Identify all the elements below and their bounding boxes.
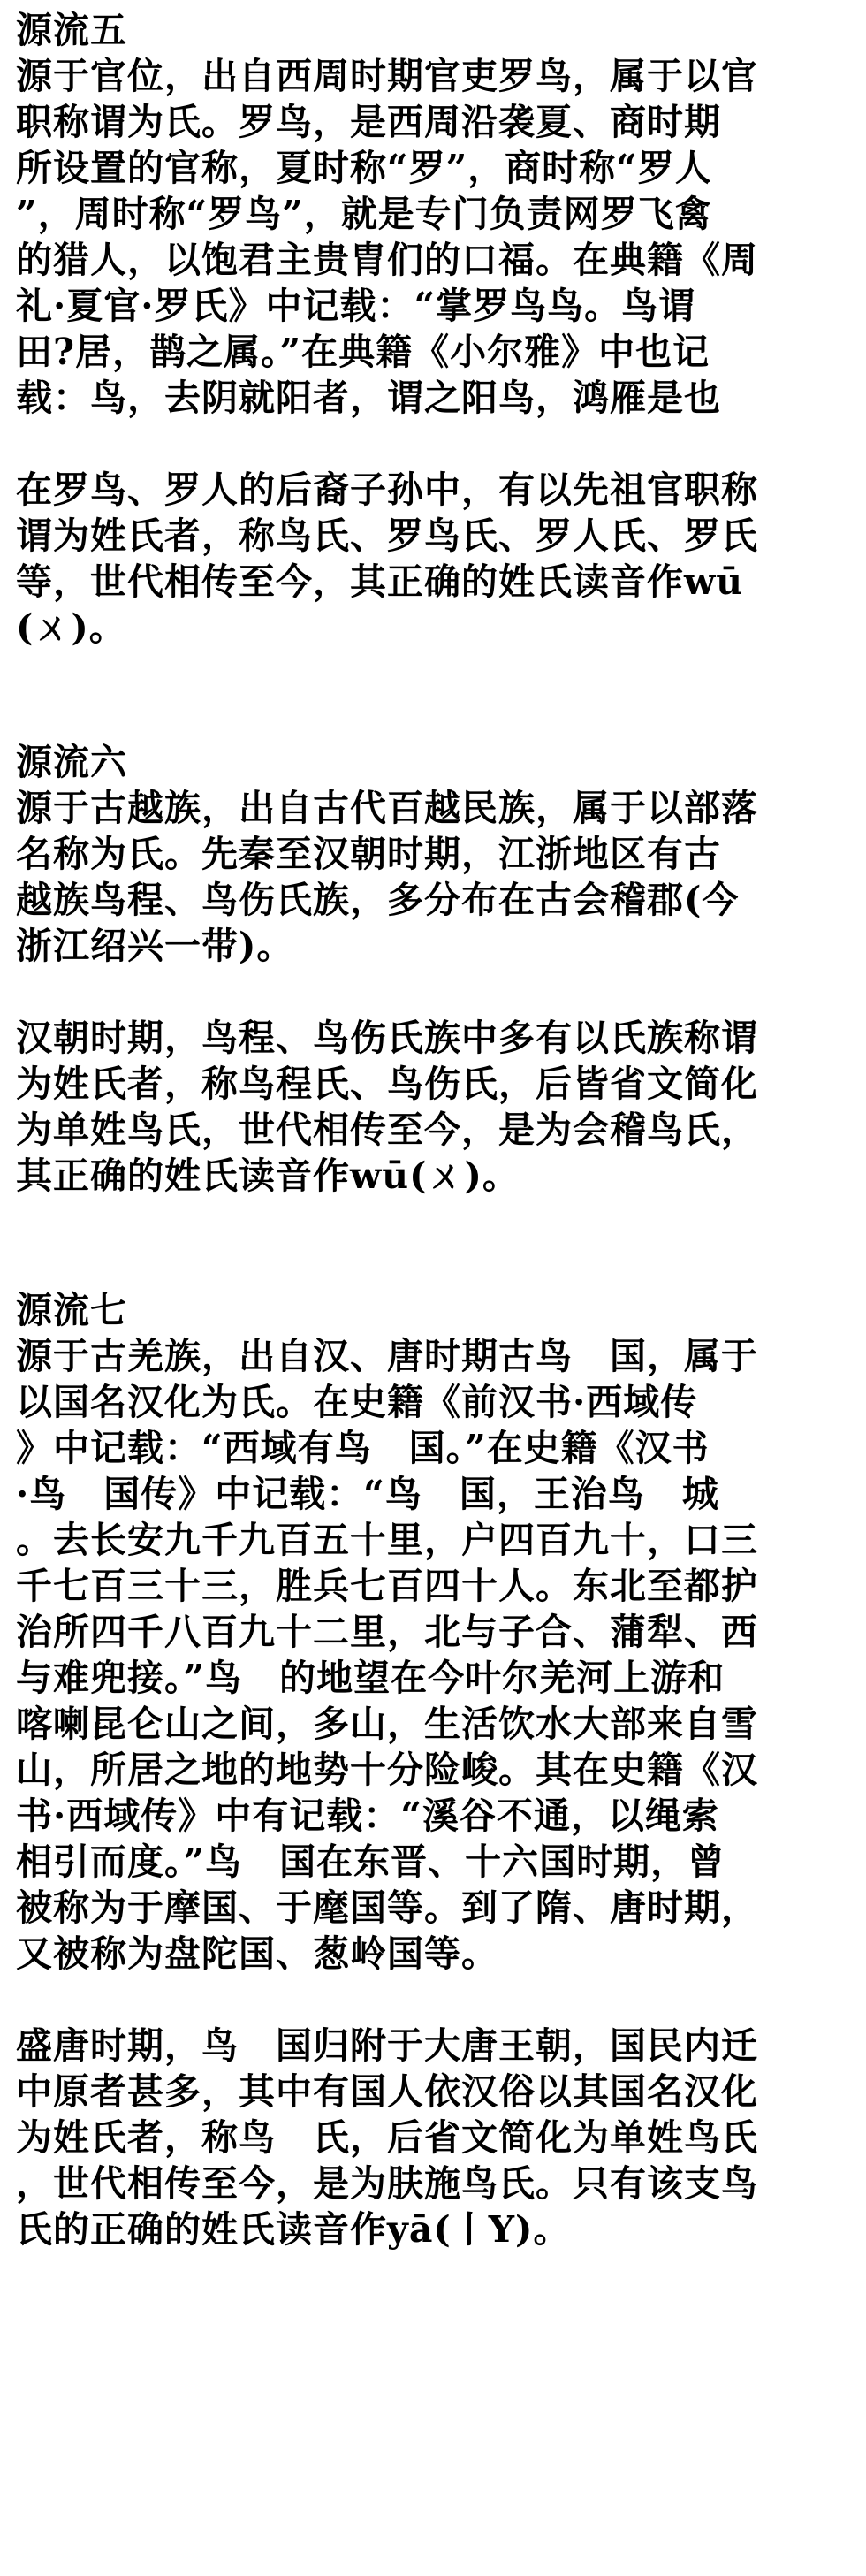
- text-line: 相引而度。”鸟 国在东晋、十六国时期，曾: [16, 1841, 725, 1883]
- text-line: 。去长安九千九百五十里，户四百九十，口三: [16, 1519, 758, 1561]
- text-line: 山，所居之地的地势十分险峻。其在史籍《汉: [16, 1749, 758, 1791]
- text-line: 被称为于摩国、于麾国等。到了隋、唐时期，: [16, 1886, 758, 1929]
- text-line: 为姓氏者，称鸟 氏，后省文简化为单姓鸟氏: [16, 2116, 758, 2159]
- text-line: 》中记载：“西域有鸟 国。”在史籍《汉书: [16, 1427, 710, 1469]
- text-line: 源于古越族，出自古代百越民族，属于以部落: [16, 787, 758, 829]
- section-heading: 源流七: [16, 1289, 127, 1331]
- text-line: 所设置的官称，夏时称“罗”，商时称“罗人: [16, 147, 712, 189]
- text-line: (ㄨ)。: [16, 606, 126, 649]
- text-line: 谓为姓氏者，称鸟氏、罗鸟氏、罗人氏、罗氏: [16, 514, 758, 557]
- text-line: 为姓氏者，称鸟程氏、鸟伤氏，后皆省文简化: [16, 1063, 758, 1105]
- text-line: 名称为氏。先秦至汉朝时期，江浙地区有古: [16, 833, 721, 875]
- text-line: ”，周时称“罗鸟”，就是专门负责网罗飞禽: [16, 193, 712, 235]
- text-line: 田?居，鹊之属。”在典籍《小尔雅》中也记: [16, 331, 710, 373]
- text-line: 喀喇昆仑山之间，多山，生活饮水大部来自雪: [16, 1703, 758, 1745]
- text-line: 书·西域传》中有记载：“溪谷不通，以绳索: [16, 1795, 719, 1837]
- text-line: 礼·夏官·罗氏》中记载：“掌罗鸟鸟。鸟谓: [16, 285, 696, 327]
- text-line: 浙江绍兴一带)。: [16, 925, 294, 967]
- text-line: 越族鸟程、鸟伤氏族，多分布在古会稽郡(今: [16, 879, 740, 921]
- text-line: 载：鸟，去阴就阳者，谓之阳鸟，鸿雁是也: [16, 377, 721, 419]
- text-line: 以国名汉化为氏。在史籍《前汉书·西域传: [16, 1381, 698, 1423]
- text-line: 千七百三十三，胜兵七百四十人。东北至都护: [16, 1565, 758, 1607]
- text-line: 的猎人，以饱君主贵胄们的口福。在典籍《周: [16, 239, 758, 281]
- text-line: 其正确的姓氏读音作wū(ㄨ)。: [16, 1155, 520, 1197]
- text-line: 源于官位，出自西周时期官吏罗鸟，属于以官: [16, 55, 758, 97]
- text-line: 在罗鸟、罗人的后裔子孙中，有以先祖官职称: [16, 469, 758, 511]
- section-heading: 源流六: [16, 741, 127, 783]
- text-line: 源于古羌族，出自汉、唐时期古鸟 国，属于: [16, 1335, 758, 1377]
- section-heading: 源流五: [16, 9, 127, 51]
- text-line: 中原者甚多，其中有国人依汉俗以其国名汉化: [16, 2070, 758, 2113]
- text-line: 又被称为盘陀国、葱岭国等。: [16, 1932, 498, 1975]
- text-line: 盛唐时期，鸟 国归附于大唐王朝，国民内迁: [16, 2024, 758, 2067]
- text-line: ·鸟 国传》中记载：“鸟 国，王治鸟 城: [16, 1473, 719, 1515]
- text-line: 治所四千八百九十二里，北与子合、蒲犁、西: [16, 1611, 758, 1653]
- text-line: 汉朝时期，鸟程、鸟伤氏族中多有以氏族称谓: [16, 1017, 758, 1059]
- text-line: ，世代相传至今，是为肤施鸟氏。只有该支鸟: [16, 2162, 758, 2205]
- text-line: 与难兜接。”鸟 的地望在今叶尔羌河上游和: [16, 1657, 725, 1699]
- text-line: 为单姓鸟氏，世代相传至今，是为会稽鸟氏，: [16, 1109, 758, 1151]
- text-line: 等，世代相传至今，其正确的姓氏读音作wū: [16, 560, 744, 603]
- text-line: 氏的正确的姓氏读音作yā(丨Y)。: [16, 2208, 571, 2251]
- text-line: 职称谓为氏。罗鸟，是西周沿袭夏、商时期: [16, 101, 721, 143]
